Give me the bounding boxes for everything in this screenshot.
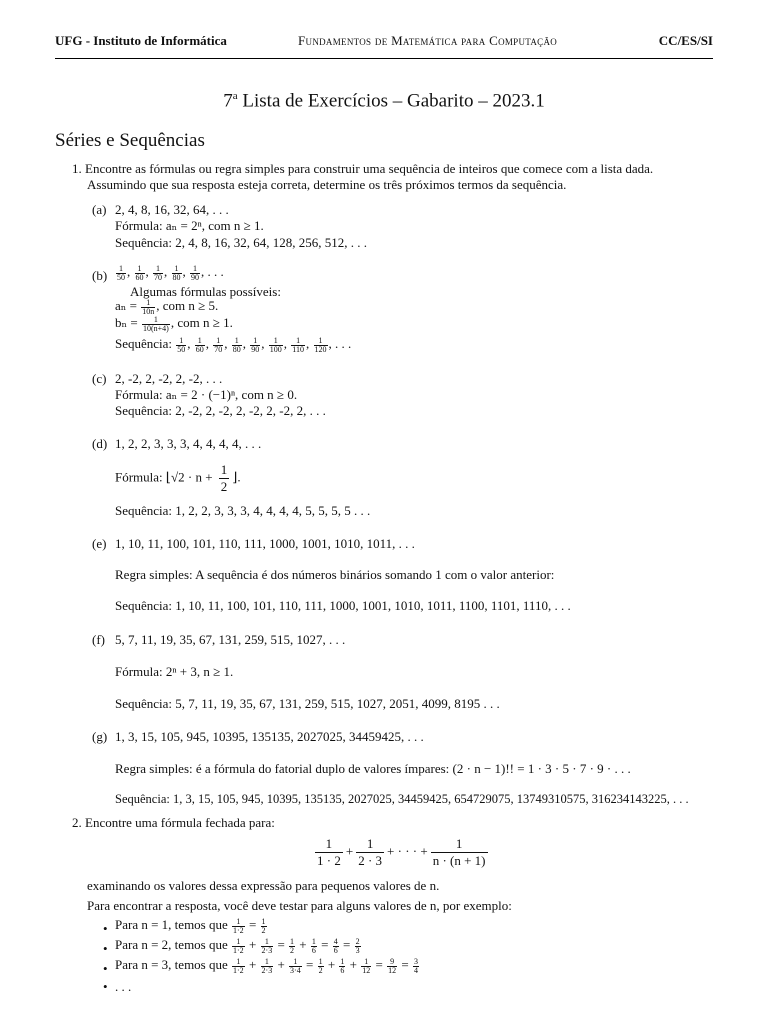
item-b-list: $\frac{1}{50}$ , $\frac{1}{60}$ , $\frac{1}{70}$ , $\frac{1}{80}$ , $\frac{1}{90}$ , . . .	[117, 263, 224, 282]
q2-example-ellipsis: . . .	[115, 979, 132, 994]
sequence-fractions: $\frac{1}{50}$ , $\frac{1}{60}$ , $\frac{1}{70}$ , $\frac{1}{80}$ , $\frac{1}{90}$ , $\frac{1}{100}$ , $\frac{1}{110}$ , $\frac{1}{120}$ , . . .	[177, 335, 352, 354]
fraction-term: $\frac{1}{90}$	[191, 263, 199, 282]
item-f-label: (f)	[92, 632, 105, 647]
example-prefix: Para n = 3, temos que	[115, 957, 228, 972]
item-d-sequence: Sequência: 1, 2, 2, 3, 3, 3, 4, 4, 4, 4, 5, 5, 5, 5 . . .	[115, 503, 371, 518]
item-e-sequence: Sequência: 1, 10, 11, 100, 101, 110, 111, 1000, 1001, 1010, 1011, 1100, 1101, 1110, . . .	[115, 598, 571, 613]
fraction-numerator: 1	[315, 836, 343, 853]
q2-statement: 2. Encontre uma fórmula fechada para:	[72, 815, 275, 830]
item-g-rule: Regra simples: é a fórmula do fatorial duplo de valores ímpares: (2 · n − 1)!! = 1 · 3 · 5 · 7 · 9 · . . .	[115, 761, 631, 776]
formula-prefix: Fórmula: ⌊√2 · n +	[115, 469, 213, 485]
fraction-term: $\frac{1}{110}$	[292, 335, 304, 354]
item-e-rule: Regra simples: A sequência é dos números binários somando 1 com o valor anterior:	[115, 567, 555, 582]
fraction-numerator: 1	[142, 316, 170, 325]
fraction-term: $\frac{1}{50}$	[177, 335, 186, 354]
header-institute: UFG - Instituto de Informática	[55, 33, 227, 48]
item-e-label: (e)	[92, 536, 107, 551]
fraction-numerator: 1	[141, 299, 155, 308]
fraction-term: $\frac{1}{70}$	[214, 335, 223, 354]
fraction-term: $\frac{1}{60}$	[195, 335, 204, 354]
formula-b-suffix: , com n ≥ 1.	[170, 315, 233, 330]
document-title	[0, 90, 768, 112]
item-d-list: 1, 2, 2, 3, 3, 3, 4, 4, 4, 4, . . .	[115, 436, 262, 451]
item-f-formula: Fórmula: 2ⁿ + 3, n ≥ 1.	[115, 664, 234, 679]
header-programs: CC/ES/SI	[658, 33, 713, 48]
item-f-sequence: Sequência: 5, 7, 11, 19, 35, 67, 131, 259, 515, 1027, 2051, 4099, 8195 . . .	[115, 696, 500, 711]
fraction-denominator: 2	[220, 479, 228, 494]
fraction-denominator: 1 · 2	[317, 853, 341, 868]
example-prefix: Para n = 1, temos que	[115, 917, 228, 932]
q1-statement-line2: Assumindo que sua resposta esteja correta, determine os três próximos termos da sequência.	[87, 177, 567, 192]
formula-a-fraction	[141, 299, 155, 316]
item-g-list: 1, 3, 15, 105, 945, 10395, 135135, 2027025, 34459425, . . .	[115, 729, 424, 744]
item-b-intro: Algumas fórmulas possíveis:	[130, 284, 281, 299]
example-prefix: Para n = 2, temos que	[115, 937, 228, 952]
equation-plus: +	[345, 843, 354, 859]
item-d-formula	[115, 462, 241, 495]
equation-fraction-2	[356, 836, 384, 869]
fraction-denominator: n · (n + 1)	[432, 853, 486, 868]
bullet-4: •	[103, 979, 108, 994]
item-c-formula: Fórmula: aₙ = 2 · (−1)ⁿ, com n ≥ 0.	[115, 387, 298, 402]
fraction-denominator: 10(n+4)	[142, 323, 169, 333]
fraction-term: $\frac{1}{80}$	[172, 263, 181, 282]
item-e-list: 1, 10, 11, 100, 101, 110, 111, 1000, 1001, 1010, 1011, . . .	[115, 536, 415, 551]
q2-equation	[312, 836, 491, 869]
fraction-term: $\frac{1}{100}$	[269, 335, 282, 354]
fraction-numerator: 1	[431, 836, 488, 853]
fraction-term: $\frac{1}{90}$	[251, 335, 260, 354]
sequence-label: Sequência:	[115, 336, 173, 351]
item-d-label: (d)	[92, 436, 108, 451]
bullet-2: •	[103, 941, 108, 956]
formula-b-fraction	[142, 316, 170, 333]
header-course: Fundamentos de Matemática para Computação	[298, 33, 558, 48]
q2-example-3: Para n = 3, temos que $\frac{1}{1\cdot 2}$ + $\frac{1}{2\cdot 3}$ + $\frac{1}{3\cdot 4}$ = $\frac{1}{2}$ + $\frac{1}{6}$ + $\frac{1}{12}$ = $\frac{9}{12}$ = $\frac{3}{4}$	[115, 956, 418, 975]
item-b-formula-a	[115, 298, 218, 316]
fraction-term: $\frac{1}{70}$	[154, 263, 162, 282]
fraction-term: $\frac{1}{120}$	[314, 335, 327, 354]
title-number: 7	[223, 90, 233, 112]
formula-a-prefix: aₙ =	[115, 298, 137, 313]
q2-example-2: Para n = 2, temos que $\frac{1}{1\cdot 2}$ + $\frac{1}{2\cdot 3}$ = $\frac{1}{2}$ + $\frac{1}{6}$ = $\frac{4}{6}$ = $\frac{2}{3}$	[115, 936, 360, 955]
item-c-label: (c)	[92, 371, 107, 386]
item-c-list: 2, -2, 2, -2, 2, -2, . . .	[115, 371, 223, 386]
item-a-label: (a)	[92, 202, 107, 217]
q2-example-1: Para n = 1, temos que $\frac{1}{1\cdot 2}$ = $\frac{1}{2}$	[115, 916, 266, 935]
fraction-denominator: 2 · 3	[358, 853, 383, 868]
bullet-3: •	[103, 961, 108, 976]
fraction-term: $\frac{1}{60}$	[135, 263, 144, 282]
title-text: Lista de Exercícios – Gabarito – 2023.1	[237, 90, 545, 112]
q2-after-text: examinando os valores dessa expressão para pequenos valores de n.	[87, 878, 440, 893]
fraction-term: $\frac{1}{50}$	[117, 263, 125, 282]
q1-statement-line1: 1. Encontre as fórmulas ou regra simples para construir uma sequência de inteiros que comece com a lista dada.	[72, 161, 654, 176]
header-rule	[55, 58, 713, 59]
fraction-denominator: 10n	[142, 306, 155, 316]
section-title: Séries e Sequências	[55, 130, 205, 151]
formula-b-prefix: bₙ =	[115, 315, 138, 330]
bullet-1: •	[103, 921, 108, 936]
item-f-list: 5, 7, 11, 19, 35, 67, 131, 259, 515, 1027, . . .	[115, 632, 346, 647]
q2-hint: Para encontrar a resposta, você deve testar para alguns valores de n, por exemplo:	[87, 898, 512, 913]
item-c-sequence: Sequência: 2, -2, 2, -2, 2, -2, 2, -2, 2, . . .	[115, 403, 326, 418]
item-a-list: 2, 4, 8, 16, 32, 64, . . .	[115, 202, 229, 217]
title-ordinal: a	[232, 90, 238, 102]
equation-ellipsis: + · · · +	[387, 843, 428, 859]
equation-fraction-3	[431, 836, 488, 869]
item-g-sequence: Sequência: 1, 3, 15, 105, 945, 10395, 135135, 2027025, 34459425, 654729075, 13749310575, 316234143225, . . .	[115, 792, 689, 806]
page-header	[55, 33, 713, 53]
fraction-numerator: 1	[220, 462, 228, 477]
item-b-sequence	[115, 336, 351, 354]
item-b-formula-b	[115, 315, 233, 333]
fraction-numerator: 1	[356, 836, 384, 853]
equation-fraction-1	[315, 836, 343, 869]
formula-suffix: ⌋.	[232, 469, 241, 485]
item-b-label: (b)	[92, 268, 108, 283]
formula-fraction	[219, 462, 230, 495]
fraction-term: $\frac{1}{80}$	[232, 335, 241, 354]
item-g-label: (g)	[92, 729, 108, 744]
formula-a-suffix: , com n ≥ 5.	[156, 298, 219, 313]
item-a-sequence: Sequência: 2, 4, 8, 16, 32, 64, 128, 256, 512, . . .	[115, 235, 368, 250]
item-a-formula: Fórmula: aₙ = 2ⁿ, com n ≥ 1.	[115, 218, 264, 233]
